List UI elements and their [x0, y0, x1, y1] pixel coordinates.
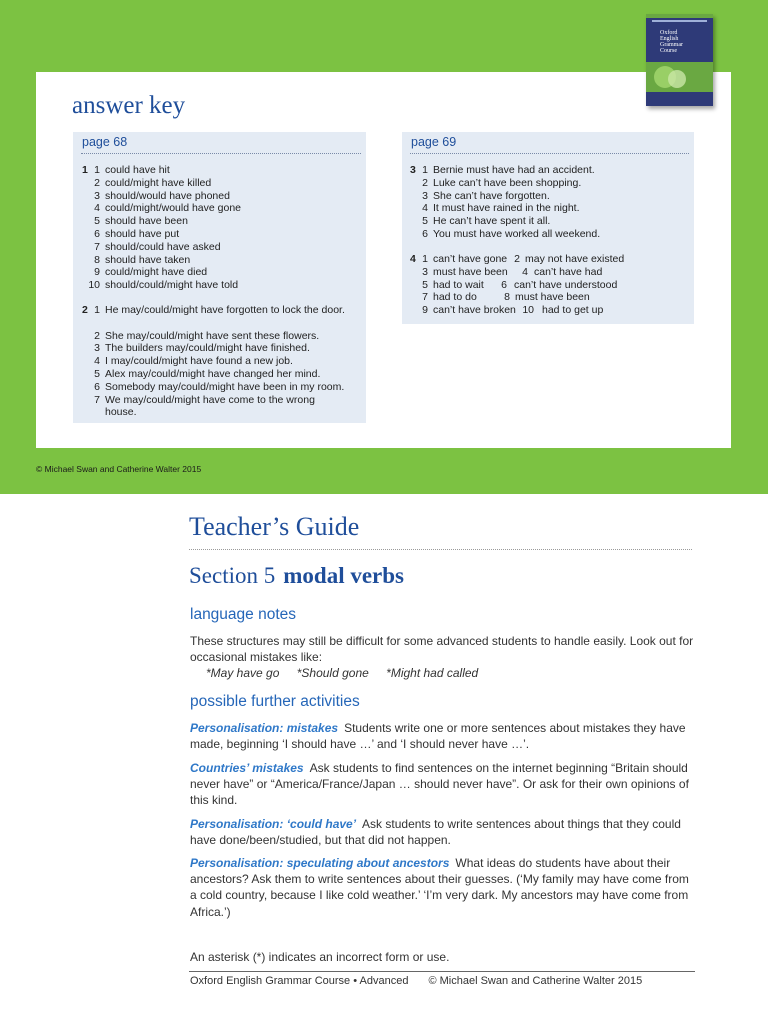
mistake-examples — [206, 666, 492, 680]
example-mistake: *Should gone — [296, 666, 369, 680]
section-title — [189, 563, 404, 589]
book-cover-image — [646, 14, 713, 106]
activity-item — [190, 760, 695, 809]
activity-text: Students write one or more sentences about mistakes they have made, beginning ‘I should have …’ and ‘I should never have …’. — [190, 721, 686, 752]
answer-key-title: answer key — [72, 92, 186, 119]
example-mistake: *Might had called — [386, 666, 479, 680]
exercise-2: 2 1 He may/could/might have forgotten to lock the door. 2 She may/could/might have sent these flowers. 3 The builders may/could/might have finished. 4 I may/could/might have found a new job. 5 Alex may/could/might have changed her mind. 6 Somebody may/could/might have been in my room. 7 We may/could/might have come to the wrong house. — [82, 304, 345, 419]
footer — [190, 975, 642, 987]
section-label: Section 5 — [189, 563, 276, 588]
example-mistake: *May have go — [206, 666, 280, 680]
dotted-divider — [81, 153, 361, 154]
book-cover-title: Oxford English Grammar Course — [660, 30, 683, 54]
activity-text: What ideas do students have about their ancestors? Ask them to write sentences about their guesses. (‘My family may have come from a cold country, because I like cold weather.’ ‘I’m very dark. My ancestors may have come from Africa.’) — [190, 856, 689, 919]
activity-item — [190, 816, 695, 848]
section-topic: modal verbs — [283, 563, 404, 588]
activity-text: Ask students to find sentences on the internet beginning “Britain should never have” or “America/France/Japan … should never have”. Or ask for their own opinions of this kind. — [190, 761, 689, 808]
exercise-1: 1 1 could have hit 2 could/might have killed 3 should/would have phoned 4 could/might/would have gone 5 should have been 6 should have put 7 should/could have asked 8 should have taken 9 could/might have died 10 should/could/might have told — [82, 164, 242, 292]
answer-box-page-68 — [73, 132, 366, 423]
answer-box-page-69 — [402, 132, 694, 324]
activity-lead: Countries’ mistakes — [190, 761, 304, 775]
answer-key-copyright: © Michael Swan and Catherine Walter 2015 — [36, 464, 202, 474]
teachers-guide-title: Teacher’s Guide — [189, 512, 360, 541]
activity-lead: Personalisation: mistakes — [190, 721, 339, 735]
activity-text: Ask students to write sentences about things that they could have done/been/studied, but that did not happen. — [190, 817, 681, 848]
activity-lead: Personalisation: speculating about ancestors — [190, 856, 450, 870]
footer-book-title: Oxford English Grammar Course • Advanced — [190, 975, 409, 987]
activity-item — [190, 720, 695, 752]
page-label: page 69 — [411, 135, 457, 149]
dotted-divider — [410, 153, 689, 154]
page-label: page 68 — [82, 135, 128, 149]
footer-divider — [189, 971, 695, 972]
activity-item — [190, 855, 695, 920]
activity-lead: Personalisation: ‘could have’ — [190, 817, 357, 831]
asterisk-note: An asterisk (*) indicates an incorrect form or use. — [190, 950, 450, 964]
exercise-3: 3 1 Bernie must have had an accident. 2 Luke can’t have been shopping. 3 She can’t have forgotten. 4 It must have rained in the night. 5 He can’t have spent it all. 6 You must have worked all weekend. — [410, 164, 601, 240]
language-notes-text: These structures may still be difficult for some advanced students to handle easily. Look out for occasional mistakes like: — [190, 634, 694, 665]
exercise-4: 4 1 can’t have gone 2 may not have existed 3 must have been 4 can’t have had 5 had to wait 6 can’t have understood 7 had to do 8 must have been 9 can’t have broken 10 had to get up — [410, 253, 625, 317]
dotted-divider — [189, 549, 692, 550]
activities-heading: possible further activities — [190, 693, 360, 710]
footer-copyright: © Michael Swan and Catherine Walter 2015 — [428, 975, 643, 987]
language-notes-heading: language notes — [190, 606, 297, 623]
